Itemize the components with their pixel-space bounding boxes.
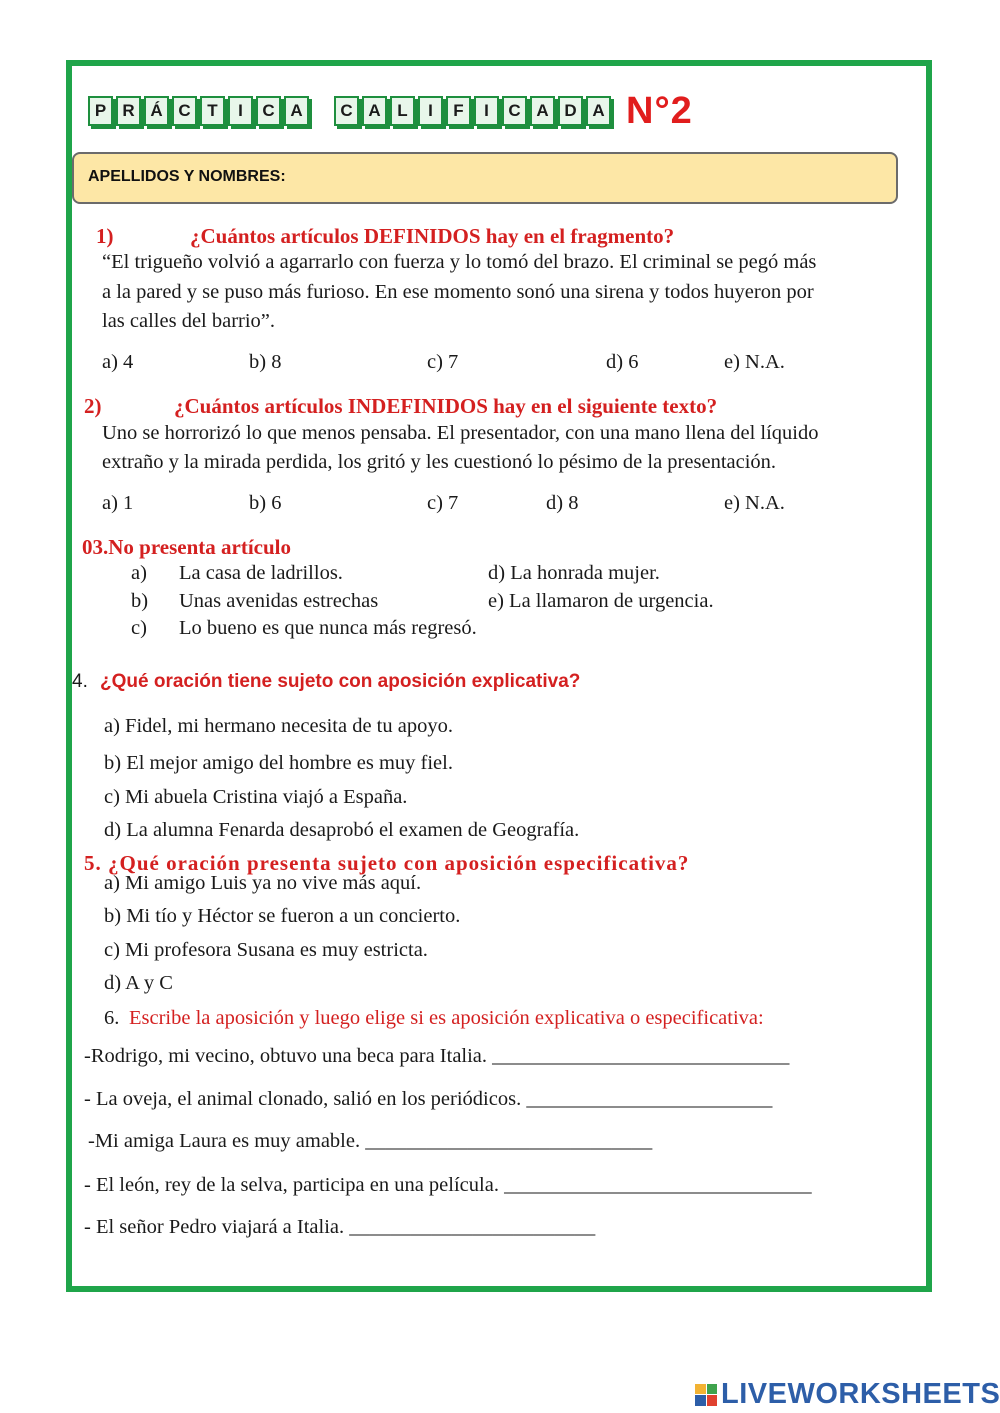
q4-option-a[interactable]: a) Fidel, mi hermano necesita de tu apoyo. — [104, 715, 453, 737]
q5-option-d[interactable]: d) A y C — [104, 972, 173, 994]
title-letter: A — [530, 96, 555, 126]
title-letter: I — [228, 96, 253, 126]
title-letter: A — [362, 96, 387, 126]
q4-prompt: ¿Qué oración tiene sujeto con aposición explicativa? — [100, 671, 581, 692]
liveworksheets-icon — [695, 1384, 717, 1406]
title-letter: P — [88, 96, 113, 126]
title-letter: F — [446, 96, 471, 126]
title-letter: C — [334, 96, 359, 126]
q1-option-d[interactable]: d) 6 — [606, 351, 639, 373]
title-letter: I — [418, 96, 443, 126]
name-field[interactable] — [72, 152, 898, 204]
q6-number: 6. — [104, 1007, 120, 1029]
title-letter: A — [284, 96, 309, 126]
title-letter: C — [256, 96, 281, 126]
q3-option-b[interactable]: Unas avenidas estrechas — [179, 590, 379, 612]
q1-option-a[interactable]: a) 4 — [102, 351, 134, 373]
title-letter: D — [558, 96, 583, 126]
practice-number: N°2 — [626, 89, 693, 132]
q3-option-c-letter: c) — [131, 617, 147, 639]
q6-prompt: Escribe la aposición y luego elige si es aposición explicativa o especificativa: — [129, 1007, 764, 1029]
brand-name: LIVEWORKSHEETS — [721, 1378, 1000, 1410]
q2-option-b[interactable]: b) 6 — [249, 492, 282, 514]
q5-prompt: 5. ¿Qué oración presenta sujeto con aposición especificativa? — [84, 851, 690, 875]
q6-item[interactable]: - El señor Pedro viajará a Italia. ________________________ — [84, 1216, 596, 1238]
q1-text-line: “El trigueño volvió a agarrarlo con fuerza y lo tomó del brazo. El criminal se pegó más — [102, 251, 817, 273]
title-letter: I — [474, 96, 499, 126]
title-letter: T — [200, 96, 225, 126]
q2-prompt: ¿Cuántos artículos INDEFINIDOS hay en el siguiente texto? — [174, 394, 718, 418]
q5-option-a[interactable]: a) Mi amigo Luis ya no vive más aquí. — [104, 872, 422, 894]
q2-text-line: Uno se horrorizó lo que menos pensaba. El presentador, con una mano llena del líquido — [102, 422, 819, 444]
q1-text-line: a la pared y se puso más furioso. En ese momento sonó una sirena y todos huyeron por — [102, 281, 814, 303]
q3-option-a-letter: a) — [131, 562, 147, 584]
q4-option-b[interactable]: b) El mejor amigo del hombre es muy fiel. — [104, 752, 453, 774]
q2-option-d[interactable]: d) 8 — [546, 492, 579, 514]
q1-option-b[interactable]: b) 8 — [249, 351, 282, 373]
q5-option-b[interactable]: b) Mi tío y Héctor se fueron a un concierto. — [104, 905, 461, 927]
q2-number: 2) — [84, 394, 102, 418]
page-title — [88, 88, 693, 134]
q1-prompt: ¿Cuántos artículos DEFINIDOS hay en el fragmento? — [190, 224, 675, 248]
q4-option-d[interactable]: d) La alumna Fenarda desaprobó el examen de Geografía. — [104, 819, 580, 841]
q2-text-line: extraño y la mirada perdida, los gritó y les cuestionó lo pésimo de la presentación. — [102, 451, 777, 473]
q1-option-e[interactable]: e) N.A. — [724, 351, 785, 373]
q3-option-e[interactable]: e) La llamaron de urgencia. — [488, 590, 714, 612]
q2-option-a[interactable]: a) 1 — [102, 492, 134, 514]
q1-option-c[interactable]: c) 7 — [427, 351, 459, 373]
title-letter: Á — [144, 96, 169, 126]
q6-item[interactable]: -Rodrigo, mi vecino, obtuvo una beca para Italia. _____________________________ — [84, 1045, 790, 1067]
q3-option-c[interactable]: Lo bueno es que nunca más regresó. — [179, 617, 477, 639]
q6-item[interactable]: - La oveja, el animal clonado, salió en los periódicos. ________________________ — [84, 1088, 773, 1110]
q3-title: 03.No presenta artículo — [82, 535, 292, 559]
liveworksheets-logo — [695, 1378, 1000, 1411]
q5-option-c[interactable]: c) Mi profesora Susana es muy estricta. — [104, 939, 428, 961]
q4-number: 4. — [72, 671, 88, 692]
title-letter: C — [502, 96, 527, 126]
q3-option-d[interactable]: d) La honrada mujer. — [488, 562, 660, 584]
title-letter: C — [172, 96, 197, 126]
q2-option-e[interactable]: e) N.A. — [724, 492, 785, 514]
title-letter: L — [390, 96, 415, 126]
q2-option-c[interactable]: c) 7 — [427, 492, 459, 514]
q1-number: 1) — [96, 224, 114, 248]
q4-option-c[interactable]: c) Mi abuela Cristina viajó a España. — [104, 786, 408, 808]
q3-option-a[interactable]: La casa de ladrillos. — [179, 562, 343, 584]
q1-text-line: las calles del barrio”. — [102, 310, 276, 332]
title-letter: R — [116, 96, 141, 126]
q6-item[interactable]: -Mi amiga Laura es muy amable. ____________________________ — [88, 1130, 653, 1152]
q6-item[interactable]: - El león, rey de la selva, participa en una película. ______________________________ — [84, 1174, 812, 1196]
name-label: APELLIDOS Y NOMBRES: — [88, 168, 286, 185]
title-letter: A — [586, 96, 611, 126]
q3-option-b-letter: b) — [131, 590, 149, 612]
